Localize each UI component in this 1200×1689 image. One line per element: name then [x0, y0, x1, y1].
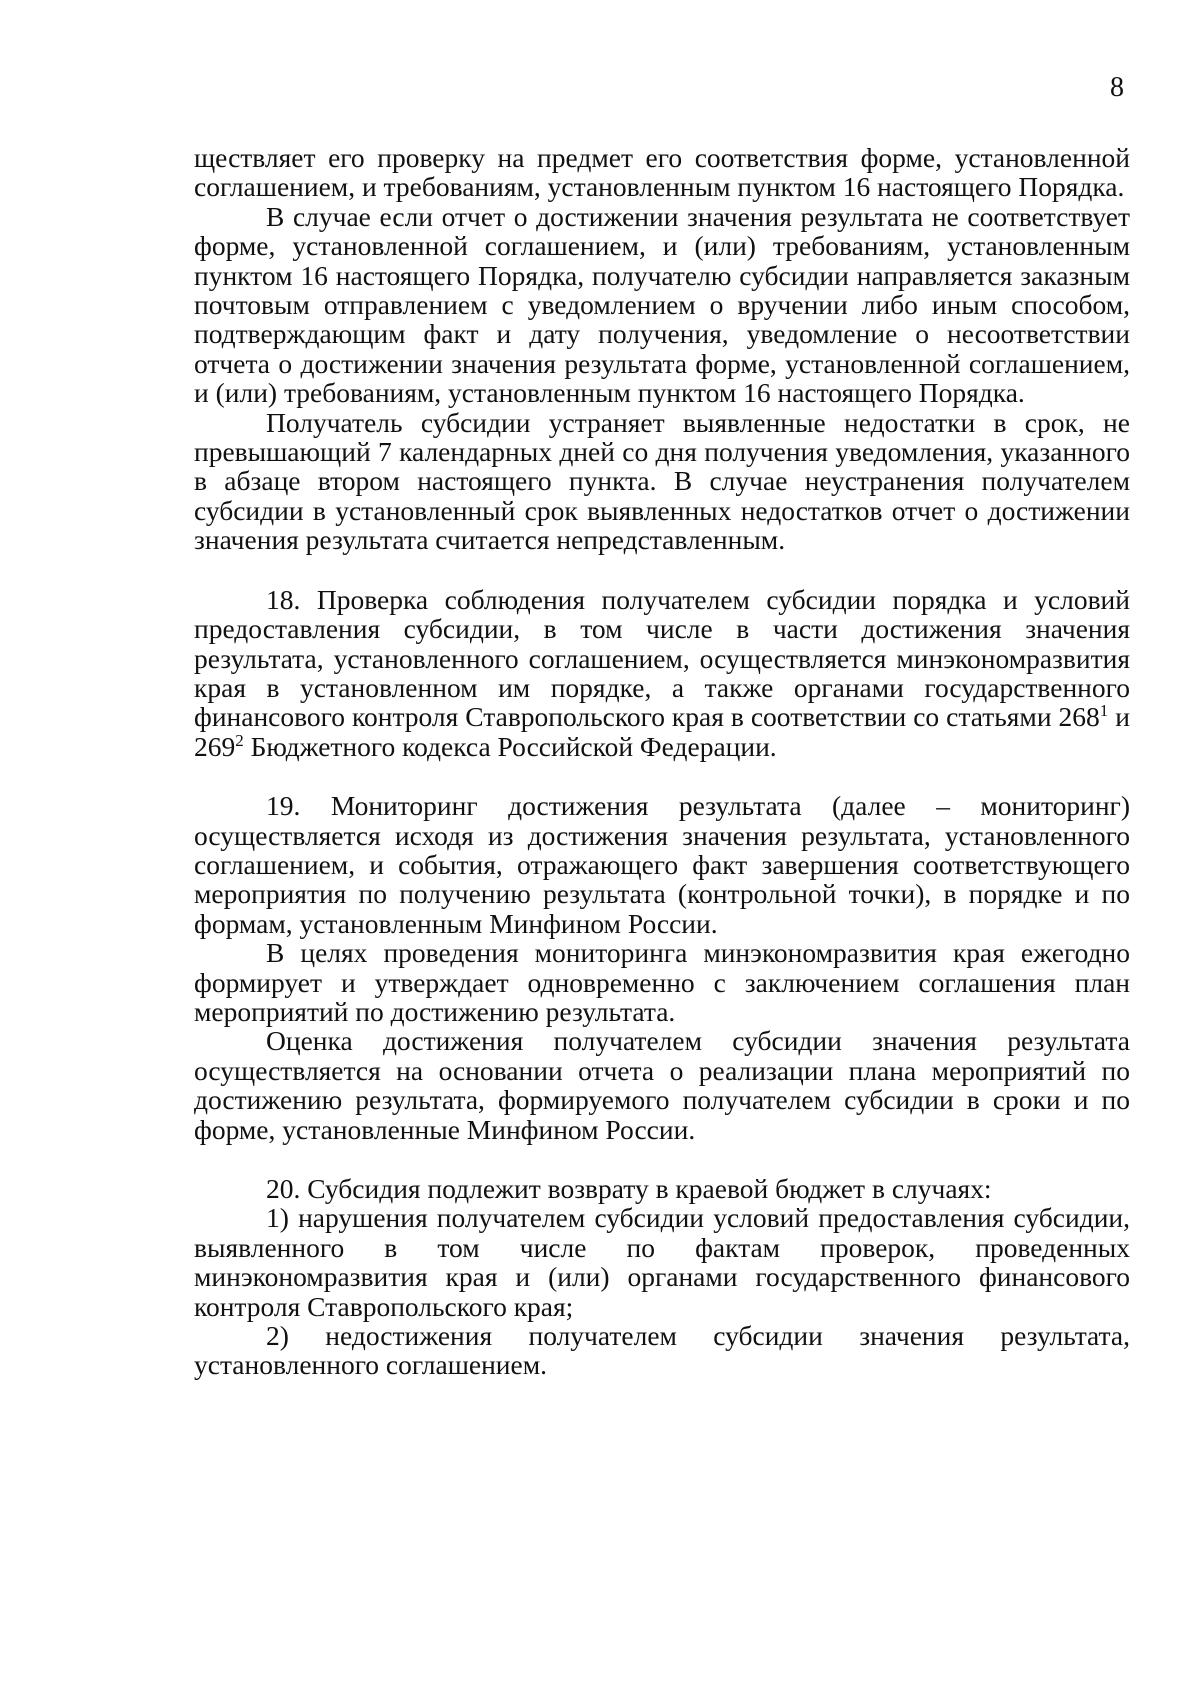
paragraph-deficiencies-fix: Получатель субсидии устраняет выявленные недостатки в срок, не превышающий 7 календарных дней со дня получения уведомления, указанного в абзаце втором настоящего пункта. В случае неустранения получателем субсидии в установленный срок выявленных недостатков отчет о достижении значения результата считается непредставленным. — [194, 406, 1130, 556]
paragraph-report-mismatch: В случае если отчет о достижении значения результата не соответствует форме, установленной соглашением, и (или) требованиям, установленным пунктом 16 настоящего Порядка, получателю субсидии направляется заказным почтовым отправлением с уведомлением о вручении либо иным способом, подтверждающим факт и дату получения, уведомление о несоответствии отчета о достижении значения результата форме, установленной соглашением, и (или) требованиям, установленным пунктом 16 настоящего Порядка. — [194, 200, 1130, 409]
page-number: 8 — [1110, 72, 1124, 103]
item-18-text-middle: и 269 — [194, 701, 1130, 762]
item-18-text-end: Бюджетного кодекса Российской Федерации. — [243, 730, 777, 762]
paragraph-return-case-2: 2) недостижения получателем субсидии значения результата, установленного соглашением. — [194, 1320, 1130, 1381]
paragraph-item-20: 20. Субсидия подлежит возврату в краевой бюджет в случаях: — [266, 1173, 992, 1204]
article-269-superscript: 2 — [235, 730, 244, 750]
paragraph-return-case-1: 1) нарушения получателем субсидии условий предоставления субсидии, выявленного в том числе по фактам проверок, проведенных минэкономразвития края и (или) органами государственного финансового контроля Ставропольского края; — [194, 1202, 1130, 1322]
document-body — [194, 143, 1130, 1380]
paragraph-result-assessment: Оценка достижения получателем субсидии значения результата осуществляется на основании отчета о реализации плана мероприятий по достижению результата, формируемого получателем субсидии в сроки и по форме, установленные Минфином России. — [194, 1025, 1130, 1145]
article-268-superscript: 1 — [1099, 701, 1109, 721]
paragraph-item-18 — [194, 585, 1130, 761]
paragraph-item-19: 19. Мониторинг достижения результата (далее – мониторинг) осуществляется исходя из достижения значения результата, установленного соглашением, и события, отражающего факт завершения соответствующего мероприятия по получению результата (контрольной точки), в порядке и по формам, установленным Минфином России. — [194, 790, 1130, 939]
paragraph-continuation: ществляет его проверку на предмет его соответствия форме, установленной соглашением, и требованиям, установленным пунктом 16 настоящего Порядка. — [194, 142, 1130, 203]
paragraph-monitoring-plan: В целях проведения мониторинга минэкономразвития края ежегодно формирует и утверждает одновременно с заключением соглашения план мероприятий по достижению результата. — [194, 937, 1130, 1027]
item-18-text-start: 18. Проверка соблюдения получателем субсидии порядка и условий предоставления субсидии, в том числе в части достижения значения результата, установленного соглашением, осуществляется минэкономразвития края в установленном им порядке, а также органами государственного финансового контроля Ставропольского края в соответствии со статьями 268 — [194, 583, 1130, 733]
